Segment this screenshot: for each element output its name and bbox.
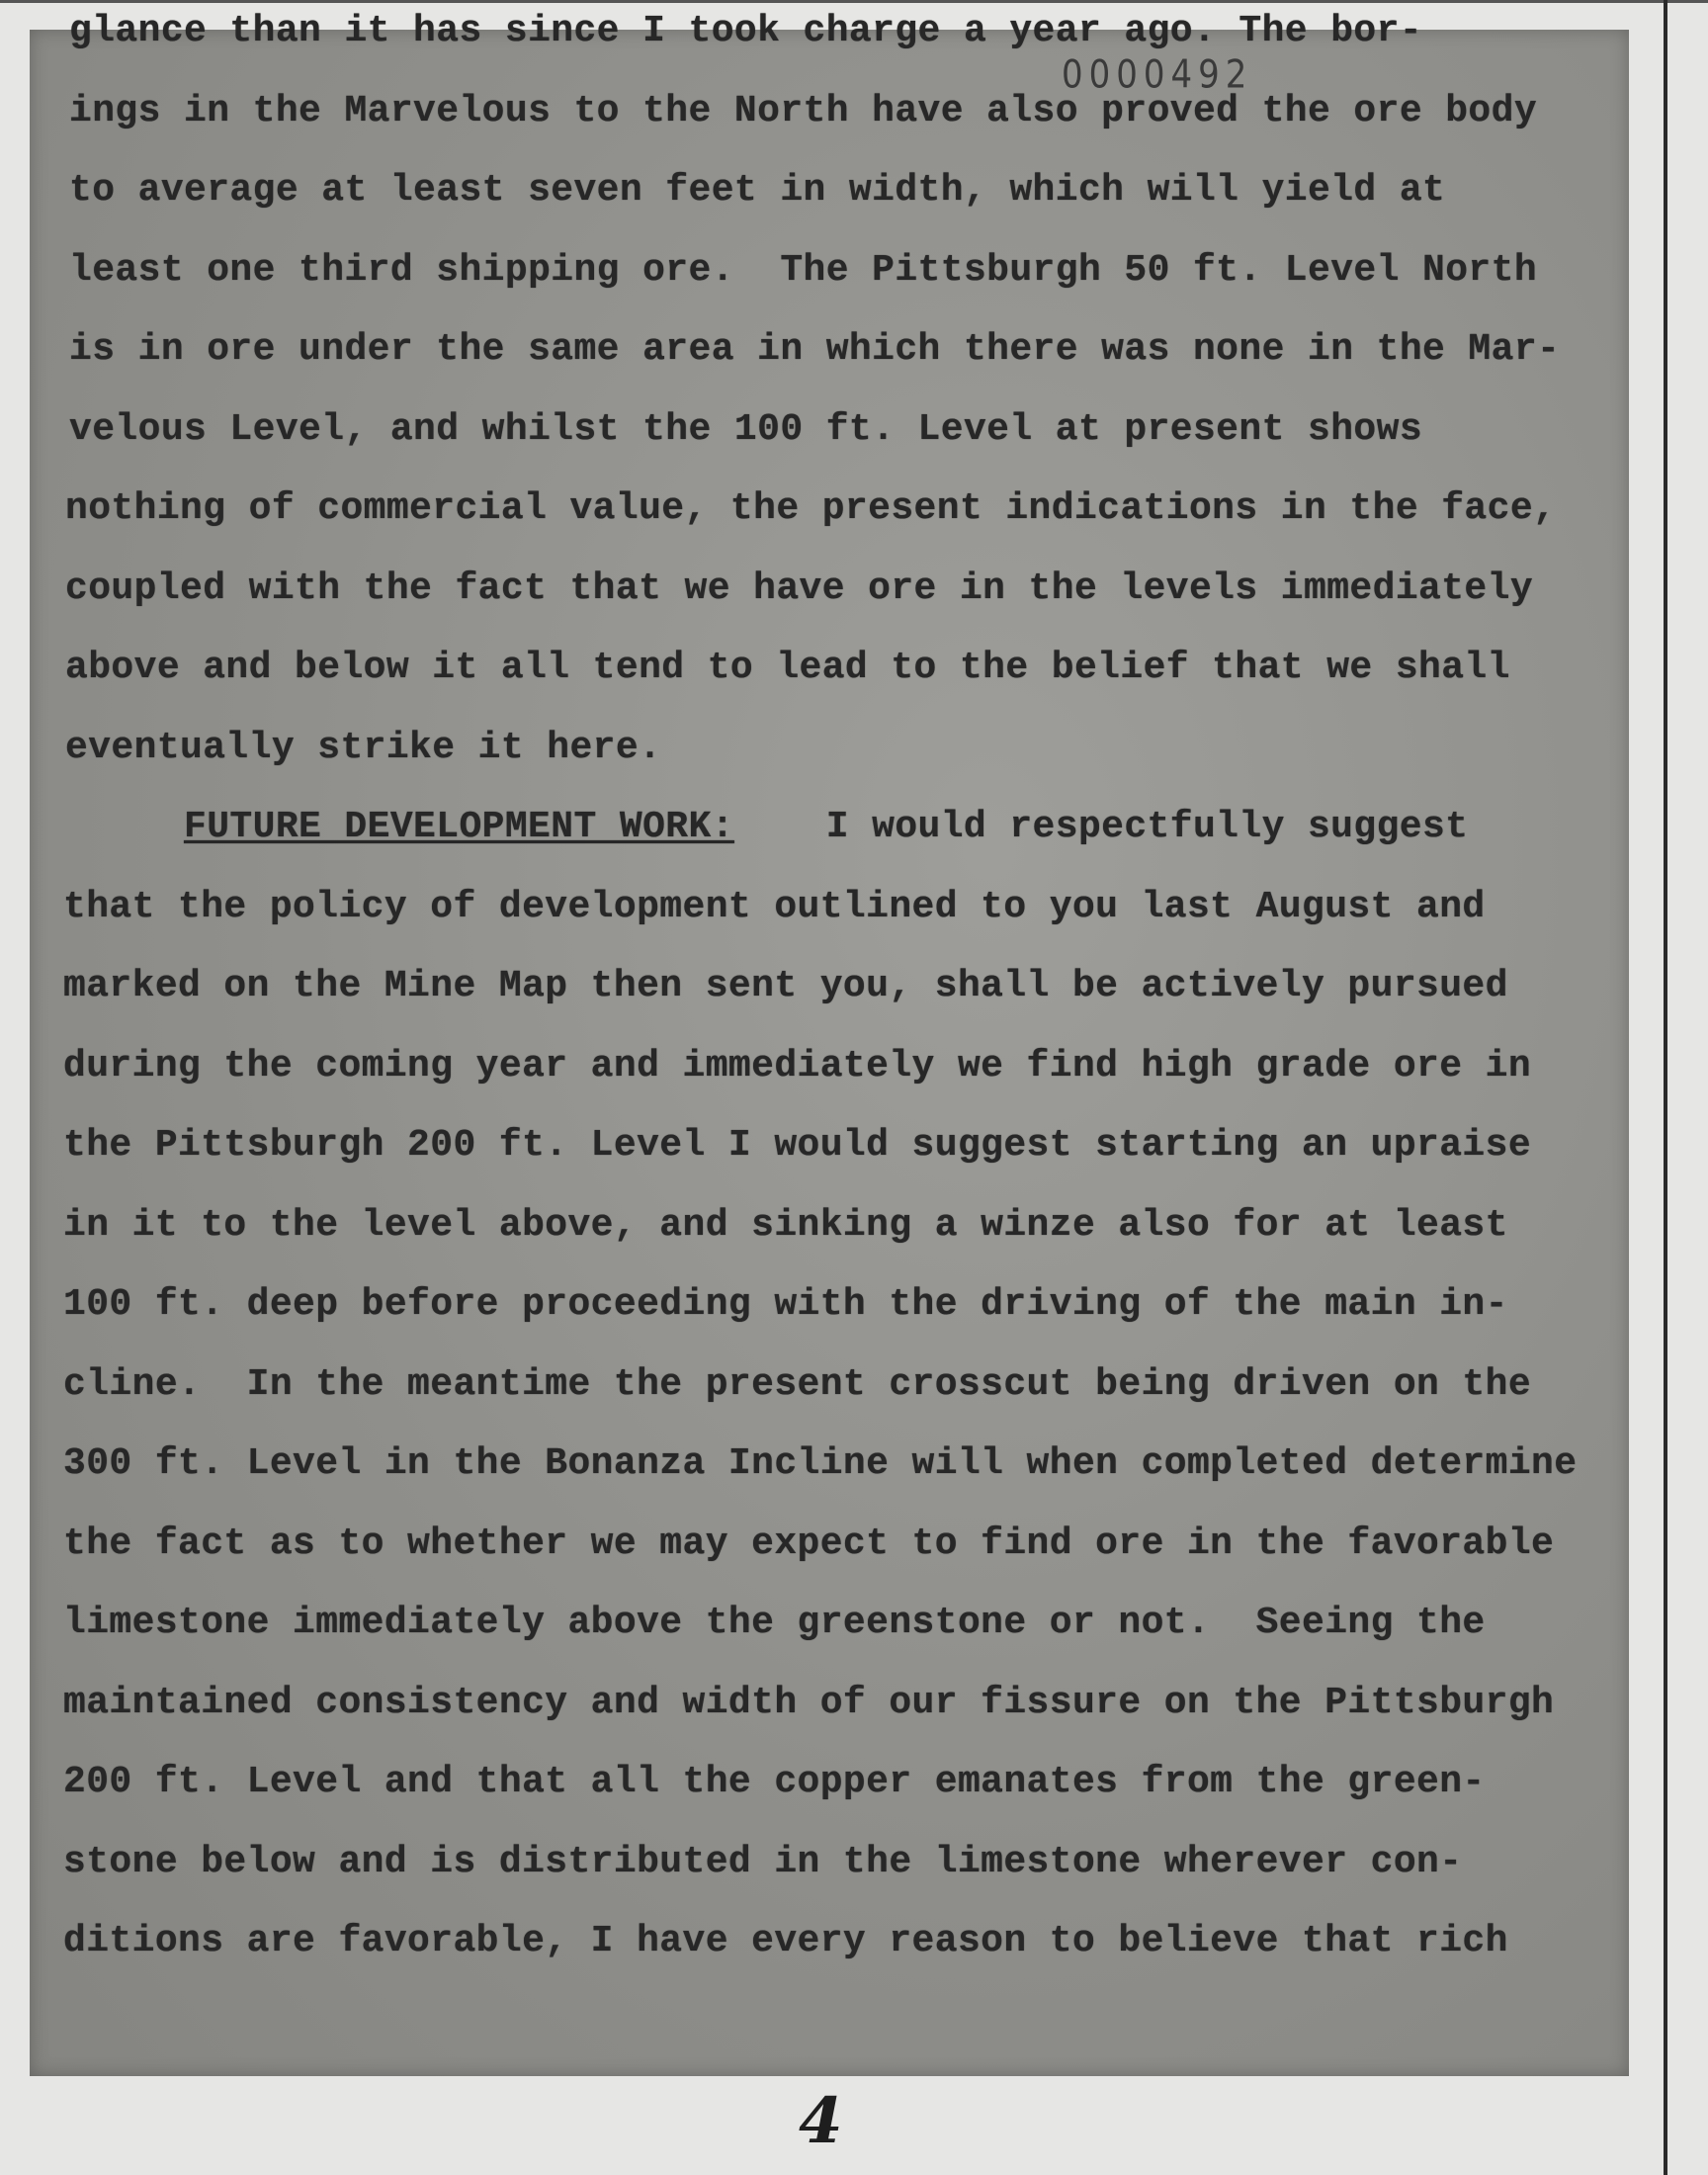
text-line: eventually strike it here. — [65, 726, 662, 769]
text-line: marked on the Mine Map then sent you, shall be actively pursued — [63, 965, 1508, 1007]
text-line: nothing of commercial value, the present indications in the face, — [65, 487, 1557, 530]
text-line: the fact as to whether we may expect to find ore in the favorable — [63, 1522, 1555, 1565]
text-line: cline. In the meantime the present crosscut being driven on the — [63, 1362, 1532, 1406]
text-line: above and below it all tend to lead to the belief that we shall — [65, 647, 1510, 689]
text-line: in it to the level above, and sinking a winze also for at least — [63, 1203, 1508, 1247]
text-line: to average at least seven feet in width, which will yield at — [69, 169, 1446, 212]
text-line: that the policy of development outlined to you last August and — [63, 885, 1486, 928]
text-line: least one third shipping ore. The Pittsburgh 50 ft. Level North — [69, 248, 1538, 292]
text-line: coupled with the fact that we have ore in the levels immediately — [65, 566, 1534, 610]
text-line: glance than it has since I took charge a year ago. The bor- — [69, 10, 1423, 52]
text-line: 200 ft. Level and that all the copper emanates from the green- — [63, 1761, 1486, 1803]
text-line: ings in the Marvelous to the North have also proved the ore body — [69, 89, 1538, 132]
text-line: velous Level, and whilst the 100 ft. Level at present shows — [69, 407, 1423, 451]
right-edge — [1664, 0, 1667, 2175]
text-line — [184, 806, 1468, 849]
section-heading: FUTURE DEVELOPMENT WORK: — [184, 806, 734, 848]
text-line: is in ore under the same area in which there was none in the Mar- — [69, 328, 1561, 371]
text-line: during the coming year and immediately we find high grade ore in — [63, 1044, 1532, 1088]
text-line: ditions are favorable, I have every reason to believe that rich — [63, 1920, 1508, 1962]
text-line: the Pittsburgh 200 ft. Level I would suggest starting an upraise — [63, 1124, 1532, 1167]
top-edge — [0, 0, 1708, 3]
text-line: maintained consistency and width of our fissure on the Pittsburgh — [63, 1681, 1555, 1724]
text-line: 300 ft. Level in the Bonanza Incline will when completed determine — [63, 1442, 1578, 1485]
text-line: limestone immediately above the greenstone or not. Seeing the — [63, 1602, 1486, 1644]
heading-line-text: I would respectfully suggest — [733, 806, 1469, 848]
page-number: 4 — [799, 2084, 843, 2158]
text-line: 100 ft. deep before proceeding with the driving of the main in- — [63, 1283, 1508, 1326]
document-number: 0000492 — [1062, 52, 1253, 98]
text-line: stone below and is distributed in the limestone wherever con- — [63, 1840, 1463, 1883]
